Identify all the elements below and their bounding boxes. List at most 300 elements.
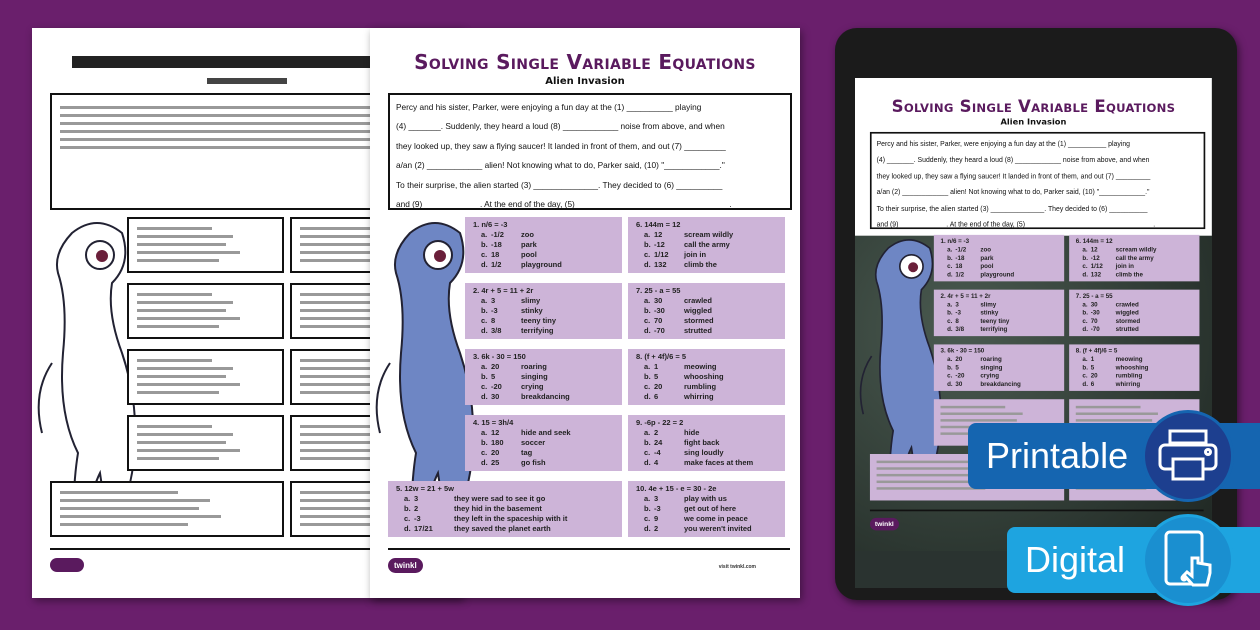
option-value: 3: [491, 296, 496, 305]
answer-option: [940, 309, 1057, 317]
option-letter: b.: [1082, 253, 1088, 262]
answer-option: [940, 372, 1057, 380]
question-box-4: [465, 415, 622, 471]
option-value: -30: [1090, 308, 1100, 317]
option-letter: a.: [947, 300, 953, 308]
option-value: 25: [491, 458, 500, 467]
option-value: 20: [654, 382, 663, 391]
digital-label: Digital: [1025, 539, 1126, 580]
worksheet-title: Solving Single Variable Equations: [414, 50, 756, 74]
answer-option: [473, 428, 614, 438]
option-letter: d.: [1082, 380, 1088, 388]
option-text: playground: [980, 270, 1015, 279]
option-text: join in: [684, 250, 707, 259]
option-text: singing: [521, 372, 548, 381]
option-letter: c.: [1082, 371, 1088, 380]
footer-divider: [388, 548, 790, 550]
option-text: join in: [1115, 262, 1134, 270]
answer-option: [940, 325, 1057, 333]
worksheet-color: [370, 28, 800, 598]
answer-option: [636, 250, 777, 260]
question-box-4: [127, 415, 284, 471]
option-letter: c.: [644, 448, 651, 457]
option-letter: a.: [1082, 245, 1088, 254]
answer-option: [636, 260, 777, 270]
option-letter: a.: [947, 355, 953, 363]
option-text: make faces at them: [684, 458, 754, 467]
text-placeholder-line: [137, 449, 240, 452]
option-text: strutted: [684, 326, 712, 335]
option-letter: b.: [1082, 363, 1088, 371]
answer-option: [940, 246, 1057, 254]
option-text: stinky: [980, 308, 999, 317]
text-placeholder-line: [137, 301, 233, 304]
answer-option: [636, 392, 777, 402]
option-value: 2: [654, 524, 659, 533]
option-letter: d.: [404, 524, 411, 533]
story-box: [870, 132, 1205, 229]
option-letter: d.: [644, 260, 651, 269]
option-text: zoo: [980, 245, 992, 254]
option-letter: d.: [644, 524, 651, 533]
text-placeholder-line: [137, 441, 226, 444]
text-placeholder-line: [137, 243, 226, 246]
text-placeholder-line: [60, 515, 221, 518]
option-text: breakdancing: [521, 392, 570, 401]
option-text: we come in peace: [684, 514, 748, 523]
option-text: breakdancing: [980, 380, 1021, 388]
story-line: they looked up, they saw a flying saucer! It landed in front of them, and out (7) _________: [876, 171, 1151, 180]
text-placeholder-line: [1076, 406, 1140, 408]
text-placeholder-line: [137, 325, 219, 328]
option-letter: c.: [1082, 317, 1088, 325]
option-value: -1/2: [955, 245, 967, 254]
option-value: 30: [654, 296, 663, 305]
text-placeholder-line: [940, 406, 1004, 408]
story-box: [388, 93, 792, 210]
option-value: 1/2: [955, 270, 965, 279]
option-value: 3/8: [491, 326, 502, 335]
option-value: -20: [491, 382, 502, 391]
text-placeholder-line: [60, 499, 210, 502]
option-text: call the army: [684, 240, 730, 249]
option-text: terrifying: [980, 325, 1008, 333]
option-letter: b.: [947, 363, 953, 371]
option-text: meowing: [1115, 355, 1143, 363]
text-placeholder-line: [137, 251, 240, 254]
option-value: 1/12: [1090, 262, 1103, 270]
option-letter: d.: [481, 392, 488, 401]
option-value: -3: [955, 308, 961, 317]
option-value: 180: [491, 438, 504, 447]
option-letter: c.: [481, 316, 488, 325]
question-equation: 7. 25 - a = 55: [1075, 292, 1113, 300]
question-equation: 3. 6k - 30 = 150: [473, 352, 526, 361]
option-text: teeny tiny: [521, 316, 557, 325]
option-value: -12: [1090, 253, 1100, 262]
option-value: 2: [654, 428, 659, 437]
option-value: 18: [955, 262, 963, 270]
option-letter: c.: [644, 316, 651, 325]
text-placeholder-line: [60, 507, 199, 510]
option-text: crying: [521, 382, 544, 391]
answer-option: [1076, 325, 1193, 333]
text-placeholder-line: [1076, 419, 1152, 421]
option-value: 9: [654, 514, 659, 523]
option-letter: b.: [404, 504, 411, 513]
option-text: crawled: [684, 296, 712, 305]
answer-option: [636, 524, 777, 534]
printable-label: Printable: [986, 435, 1129, 476]
option-text: roaring: [980, 355, 1002, 363]
question-box-1: [127, 217, 284, 273]
option-letter: a.: [644, 230, 651, 239]
option-text: wiggled: [1115, 308, 1139, 317]
answer-option: [473, 382, 614, 392]
answer-option: [636, 504, 777, 514]
option-text: whirring: [1115, 380, 1141, 388]
text-placeholder-line: [300, 359, 375, 362]
option-letter: d.: [947, 325, 953, 333]
option-letter: d.: [481, 260, 488, 269]
option-text: pool: [521, 250, 537, 259]
text-placeholder-line: [877, 487, 986, 489]
option-letter: a.: [481, 362, 488, 371]
option-letter: a.: [644, 428, 651, 437]
option-text: climb the: [684, 260, 717, 269]
question-equation: 6. 144m = 12: [1075, 237, 1113, 245]
option-value: 3: [654, 494, 659, 503]
footer-divider: [870, 510, 1204, 512]
option-letter: a.: [481, 230, 488, 239]
answer-option: [396, 524, 614, 534]
option-text: whooshing: [1115, 363, 1149, 371]
text-placeholder-line: [137, 293, 212, 296]
question-box-3: [934, 344, 1064, 390]
question-box-7: [628, 283, 785, 339]
option-text: climb the: [1115, 270, 1143, 279]
question-equation: 2. 4r + 5 = 11 + 2r: [940, 292, 991, 300]
text-placeholder-line: [137, 227, 212, 230]
text-placeholder-line: [137, 259, 219, 262]
question-box-3: [465, 349, 622, 405]
option-value: 6: [1090, 380, 1095, 388]
question-box-6: [1069, 235, 1199, 281]
option-value: -4: [654, 448, 661, 457]
option-value: 6: [654, 392, 659, 401]
answer-option: [1076, 364, 1193, 372]
option-value: -70: [1090, 325, 1100, 333]
text-placeholder-line: [137, 235, 233, 238]
option-text: sing loudly: [684, 448, 724, 457]
option-value: 1: [654, 362, 659, 371]
answer-option: [636, 306, 777, 316]
answer-option: [1076, 309, 1193, 317]
answer-option: [940, 262, 1057, 270]
text-placeholder-line: [300, 293, 375, 296]
option-value: 12: [654, 230, 663, 239]
answer-option: [473, 458, 614, 468]
text-placeholder-line: [60, 491, 178, 494]
option-value: 5: [654, 372, 659, 381]
answer-option: [636, 316, 777, 326]
option-text: roaring: [521, 362, 547, 371]
option-letter: b.: [644, 240, 651, 249]
question-equation: 1. n/6 = -3: [940, 237, 970, 245]
answer-option: [473, 448, 614, 458]
option-value: 20: [955, 355, 963, 363]
option-value: 132: [1090, 270, 1102, 279]
option-text: teeny tiny: [980, 317, 1010, 325]
answer-option: [1076, 300, 1193, 308]
option-text: stinky: [521, 306, 543, 315]
answer-option: [473, 326, 614, 336]
story-line: a/an (2) ____________ alien! Not knowing what to do, Parker said, (10) "____________.": [396, 160, 725, 171]
option-text: soccer: [521, 438, 546, 447]
answer-option: [473, 250, 614, 260]
twinkl-logo: twinkl: [870, 518, 899, 530]
option-text: hide: [684, 428, 700, 437]
text-placeholder-line: [300, 425, 375, 428]
answer-option: [636, 296, 777, 306]
option-letter: a.: [644, 362, 651, 371]
option-value: 1/2: [491, 260, 502, 269]
option-letter: b.: [1082, 308, 1088, 317]
answer-option: [396, 514, 614, 524]
text-placeholder-line: [137, 317, 240, 320]
question-equation: 9. -6p - 22 = 2: [636, 418, 684, 427]
option-text: they were sad to see it go: [454, 494, 546, 503]
option-value: 4: [654, 458, 659, 467]
option-value: 30: [491, 392, 500, 401]
answer-option: [636, 372, 777, 382]
option-text: park: [521, 240, 537, 249]
option-letter: a.: [644, 494, 651, 503]
option-text: crawled: [1115, 300, 1139, 308]
answer-option: [1076, 317, 1193, 325]
question-box-3: [127, 349, 284, 405]
text-placeholder-line: [137, 309, 226, 312]
option-value: -12: [654, 240, 665, 249]
story-line: and (9) ____________. At the end of the day, (5) _________________________________.: [876, 219, 1156, 229]
option-letter: a.: [1082, 300, 1088, 308]
option-value: 1/12: [654, 250, 669, 259]
option-value: 132: [654, 260, 667, 269]
story-line: (4) _______. Suddenly, they heard a loud (8) ____________ noise from above, and when: [396, 121, 725, 132]
option-value: -20: [955, 371, 965, 380]
option-text: playground: [521, 260, 562, 269]
story-line: Percy and his sister, Parker, were enjoying a fun day at the (1) __________ playing: [396, 102, 702, 112]
option-text: pool: [980, 262, 994, 270]
option-text: meowing: [684, 362, 717, 371]
option-letter: d.: [947, 270, 953, 279]
answer-option: [473, 316, 614, 326]
option-letter: c.: [481, 250, 488, 259]
answer-option: [636, 428, 777, 438]
answer-option: [636, 362, 777, 372]
option-value: 3: [955, 300, 959, 308]
answer-option: [636, 514, 777, 524]
option-text: they saved the planet earth: [454, 524, 551, 533]
option-text: whooshing: [684, 372, 724, 381]
option-value: -18: [955, 253, 965, 262]
question-equation: 1. n/6 = -3: [473, 220, 508, 229]
answer-option: [940, 271, 1057, 279]
option-value: -1/2: [491, 230, 504, 239]
option-letter: b.: [481, 372, 488, 381]
text-placeholder-line: [137, 391, 219, 394]
option-value: 5: [955, 363, 959, 371]
option-text: fight back: [684, 438, 720, 447]
answer-option: [1076, 262, 1193, 270]
option-text: scream wildly: [684, 230, 734, 239]
option-letter: c.: [1082, 262, 1088, 270]
option-value: 3: [414, 494, 419, 503]
option-value: 8: [955, 317, 959, 325]
text-placeholder-line: [1076, 412, 1158, 414]
question-equation: 3. 6k - 30 = 150: [940, 346, 985, 355]
answer-option: [1076, 380, 1193, 388]
text-placeholder-line: [137, 425, 212, 428]
question-equation: 2. 4r + 5 = 11 + 2r: [473, 286, 534, 295]
question-box-9: [628, 415, 785, 471]
option-text: terrifying: [521, 326, 554, 335]
text-placeholder-line: [60, 114, 421, 117]
answer-option: [473, 392, 614, 402]
answer-option: [940, 355, 1057, 363]
option-text: park: [980, 253, 994, 262]
question-equation: 4. 15 = 3h/4: [473, 418, 514, 427]
option-letter: b.: [644, 306, 651, 315]
answer-option: [473, 438, 614, 448]
answer-option: [940, 380, 1057, 388]
option-value: -30: [654, 306, 665, 315]
story-line: (4) _______. Suddenly, they heard a loud (8) ____________ noise from above, and when: [876, 155, 1150, 164]
question-equation: 7. 25 - a = 55: [636, 286, 681, 295]
option-text: call the army: [1115, 253, 1154, 262]
answer-option: [636, 458, 777, 468]
option-text: go fish: [521, 458, 546, 467]
option-value: 70: [654, 316, 663, 325]
answer-option: [1076, 254, 1193, 262]
answer-option: [636, 230, 777, 240]
printer-icon: [1142, 410, 1234, 502]
worksheet-title: Solving Single Variable Equations: [891, 96, 1176, 117]
story-line: Percy and his sister, Parker, were enjoying a fun day at the (1) __________ playing: [876, 139, 1131, 148]
option-letter: a.: [644, 296, 651, 305]
option-letter: c.: [404, 514, 411, 523]
question-equation: 8. (f + 4f)/6 = 5: [636, 352, 687, 361]
option-letter: c.: [481, 382, 488, 391]
option-letter: d.: [644, 392, 651, 401]
text-placeholder-line: [940, 412, 1022, 414]
question-box-5: [388, 481, 622, 537]
question-box-5: [50, 481, 284, 537]
option-value: -3: [654, 504, 661, 513]
option-text: wiggled: [684, 306, 712, 315]
option-letter: b.: [481, 306, 488, 315]
worksheet-subtitle: Alien Invasion: [1000, 117, 1067, 127]
answer-option: [1076, 355, 1193, 363]
option-value: -3: [414, 514, 421, 523]
question-equation: 5. 12w = 21 + 5w: [396, 484, 454, 493]
option-text: zoo: [521, 230, 534, 239]
text-placeholder-line: [940, 419, 1016, 421]
answer-option: [1076, 372, 1193, 380]
option-text: they left in the spaceship with it: [454, 514, 568, 523]
option-letter: a.: [481, 428, 488, 437]
text-placeholder-line: [137, 375, 226, 378]
option-letter: d.: [644, 458, 651, 467]
answer-option: [940, 254, 1057, 262]
option-text: rumbling: [1115, 371, 1143, 380]
option-value: 70: [1090, 317, 1098, 325]
question-equation: 8. (f + 4f)/6 = 5: [1075, 346, 1118, 355]
answer-option: [636, 240, 777, 250]
option-value: 24: [654, 438, 663, 447]
option-letter: d.: [644, 326, 651, 335]
question-equation: 6. 144m = 12: [636, 220, 681, 229]
question-box-7: [1069, 290, 1199, 336]
option-value: 3/8: [955, 325, 965, 333]
question-equation: 10. 4e + 15 - e = 30 - 2e: [636, 484, 717, 493]
option-letter: a.: [404, 494, 411, 503]
option-text: stormed: [1115, 317, 1141, 325]
answer-option: [396, 494, 614, 504]
text-placeholder-line: [300, 491, 375, 494]
answer-option: [473, 240, 614, 250]
question-box-2: [127, 283, 284, 339]
text-placeholder-line: [60, 523, 188, 526]
answer-option: [473, 362, 614, 372]
answer-option: [636, 326, 777, 336]
option-value: 5: [1090, 363, 1095, 371]
tablet-touch-icon: [1142, 514, 1234, 606]
option-value: 1: [1090, 355, 1095, 363]
option-letter: d.: [947, 380, 953, 388]
answer-option: [636, 494, 777, 504]
question-box-10: [628, 481, 785, 537]
option-value: 20: [1090, 371, 1098, 380]
option-text: whirring: [684, 392, 714, 401]
twinkl-logo: twinkl: [388, 558, 423, 573]
option-letter: b.: [644, 504, 651, 513]
option-letter: d.: [1082, 325, 1088, 333]
option-letter: c.: [644, 514, 651, 523]
option-letter: c.: [947, 371, 953, 380]
option-text: slimy: [980, 300, 997, 308]
story-line: To their surprise, the alien started (3) ______________. They decided to (6) __________: [396, 179, 723, 190]
story-line: they looked up, they saw a flying saucer! It landed in front of them, and out (7) _________: [396, 140, 726, 151]
tablet-screen: [855, 78, 1212, 588]
story-line: To their surprise, the alien started (3) ______________. They decided to (6) __________: [876, 203, 1148, 213]
option-letter: c.: [947, 317, 953, 325]
option-value: 8: [491, 316, 496, 325]
answer-option: [396, 504, 614, 514]
question-box-6: [628, 217, 785, 273]
text-placeholder-line: [137, 457, 219, 460]
option-letter: c.: [481, 448, 488, 457]
text-placeholder-line: [137, 367, 233, 370]
option-text: stormed: [684, 316, 714, 325]
option-letter: b.: [644, 372, 651, 381]
question-box-8: [1069, 344, 1199, 390]
option-letter: a.: [1082, 355, 1088, 363]
option-text: singing: [980, 363, 1003, 371]
option-text: you weren't invited: [684, 524, 752, 533]
question-box-8: [628, 349, 785, 405]
answer-option: [473, 306, 614, 316]
